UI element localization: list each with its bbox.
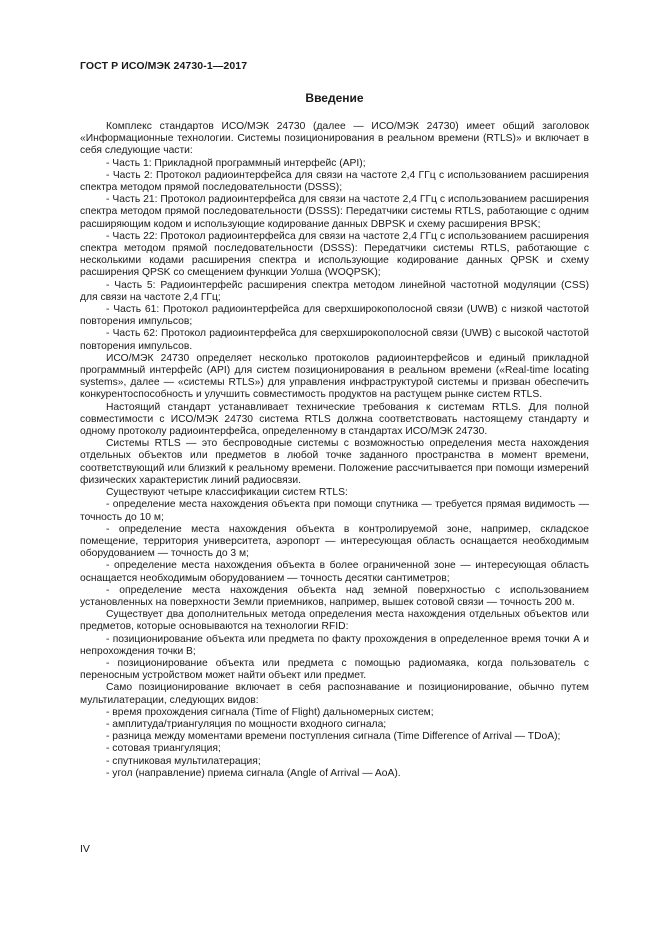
paragraph: Комплекс стандартов ИСО/МЭК 24730 (далее — ИСО/МЭК 24730) имеет общий заголовок «Информационные технологии. Системы позиционирования в реальном времени (RTLS)» и включает в себя следующие части: xyxy=(80,121,589,157)
list-item: - Часть 61: Протокол радиоинтерфейса для сверхширокополосной связи (UWB) с низкой частотой повторения импульсов; xyxy=(80,304,589,328)
list-item: - Часть 5: Радиоинтерфейс расширения спектра методом линейной частотной модуляции (CSS) для связи на частоте 2,4 ГГц; xyxy=(80,279,589,303)
list-item: - время прохождения сигнала (Time of Flight) дальномерных систем; xyxy=(106,706,434,718)
list-item: - Часть 21: Протокол радиоинтерфейса для связи на частоте 2,4 ГГц с использованием расширения спектра методом прямой последовательности (DSSS): Передатчики системы RTLS, работающие с одним расширяющим кодом и использующие кодирование данных DBPSK и схему расширения BPSK; xyxy=(80,194,589,230)
list-item: - спутниковая мультилатерация; xyxy=(106,755,261,767)
section-title: Введение xyxy=(305,91,364,105)
list-item: - сотовая триангуляция; xyxy=(106,743,221,755)
list-item: - позиционирование объекта или предмета по факту прохождения в определенное время точки А и непрохождения точки В; xyxy=(80,633,589,657)
list-item: - амплитуда/триангуляция по мощности входного сигнала; xyxy=(106,718,387,730)
paragraph: ИСО/МЭК 24730 определяет несколько протоколов радиоинтерфейсов и единый прикладной программный интерфейс (API) для систем позиционирования в реальном времени («Real-time locating systems», далее — «системы RTLS») для управления инфраструктурой системы и призван обеспечить конкурентоспособность и улучшить совместимость продуктов на растущем рынке систем RTLS. xyxy=(80,352,589,401)
list-item: - позиционирование объекта или предмета с помощью радиомаяка, когда пользователь с переносным устройством может найти объект или предмет. xyxy=(80,657,589,682)
list-item: - Часть 2: Протокол радиоинтерфейса для связи на частоте 2,4 ГГц с использованием расширения спектра методом прямой последовательности (DSSS); xyxy=(80,169,589,194)
list-item: - определение места нахождения объекта при помощи спутника — требуется прямая видимость — точность до 10 м; xyxy=(80,499,589,523)
page-number: IV xyxy=(80,843,90,855)
paragraph: Само позиционирование включает в себя распознавание и позиционирование, обычно путем мультилатерации, следующих видов: xyxy=(80,682,589,706)
paragraph: Существуют четыре классификации систем RTLS: xyxy=(106,487,348,499)
list-item: - определение места нахождения объекта в контролируемой зоне, например, складское помещение, территория университета, аэропорт — интересующая область оснащается необходимым оборудованием — точность до 3 м; xyxy=(80,523,589,560)
list-item: - определение места нахождения объекта над земной поверхностью с использованием установленных на поверхности Земли приемников, например, вышек сотовой связи — точность 200 м. xyxy=(80,584,589,608)
paragraph: Системы RTLS — это беспроводные системы с возможностью определения места нахождения отдельных объектов или предметов в любой точке заданного пространства в момент времени, соответствующий или близкий к реальному времени. Положение рассчитывается при помощи измерений физических характеристик линий радиосвязи. xyxy=(80,438,589,486)
list-item: - определение места нахождения объекта в более ограниченной зоне — интересующая область оснащается необходимым оборудованием — точность десятки сантиметров; xyxy=(80,560,589,584)
paragraph: Настоящий стандарт устанавливает технические требования к системам RTLS. Для полной совместимости с ИСО/МЭК 24730 система RTLS должна соответствовать настоящему стандарту и одному протоколу радиоинтерфейса, определенному в стандартах ИСО/МЭК 24730. xyxy=(80,401,589,438)
standard-code-header: ГОСТ Р ИСО/МЭК 24730-1—2017 xyxy=(80,60,248,72)
document-body xyxy=(80,121,589,780)
list-item: - Часть 62: Протокол радиоинтерфейса для сверхширокополосной связи (UWB) с высокой частотой повторения импульсов. xyxy=(80,328,589,352)
paragraph: Существует два дополнительных метода определения места нахождения отдельных объектов или предметов, которые основываются на технологии RFID: xyxy=(80,609,589,633)
list-item: - Часть 1: Прикладной программный интерфейс (API); xyxy=(106,157,366,169)
list-item: - угол (направление) приема сигнала (Angle of Arrival — AoA). xyxy=(106,767,401,779)
list-item: - разница между моментами времени поступления сигнала (Time Difference of Arrival — TDoA); xyxy=(106,731,561,743)
list-item: - Часть 22: Протокол радиоинтерфейса для связи на частоте 2,4 ГГц с использованием расширения спектра методом прямой последовательности (DSSS): Передатчики системы RTLS, работающие с несколькими кодами расширения спектра и использующие кодирование данных QPSK и схему расширения QPSK со смещением функции Уолша (WOQPSK); xyxy=(80,230,589,279)
